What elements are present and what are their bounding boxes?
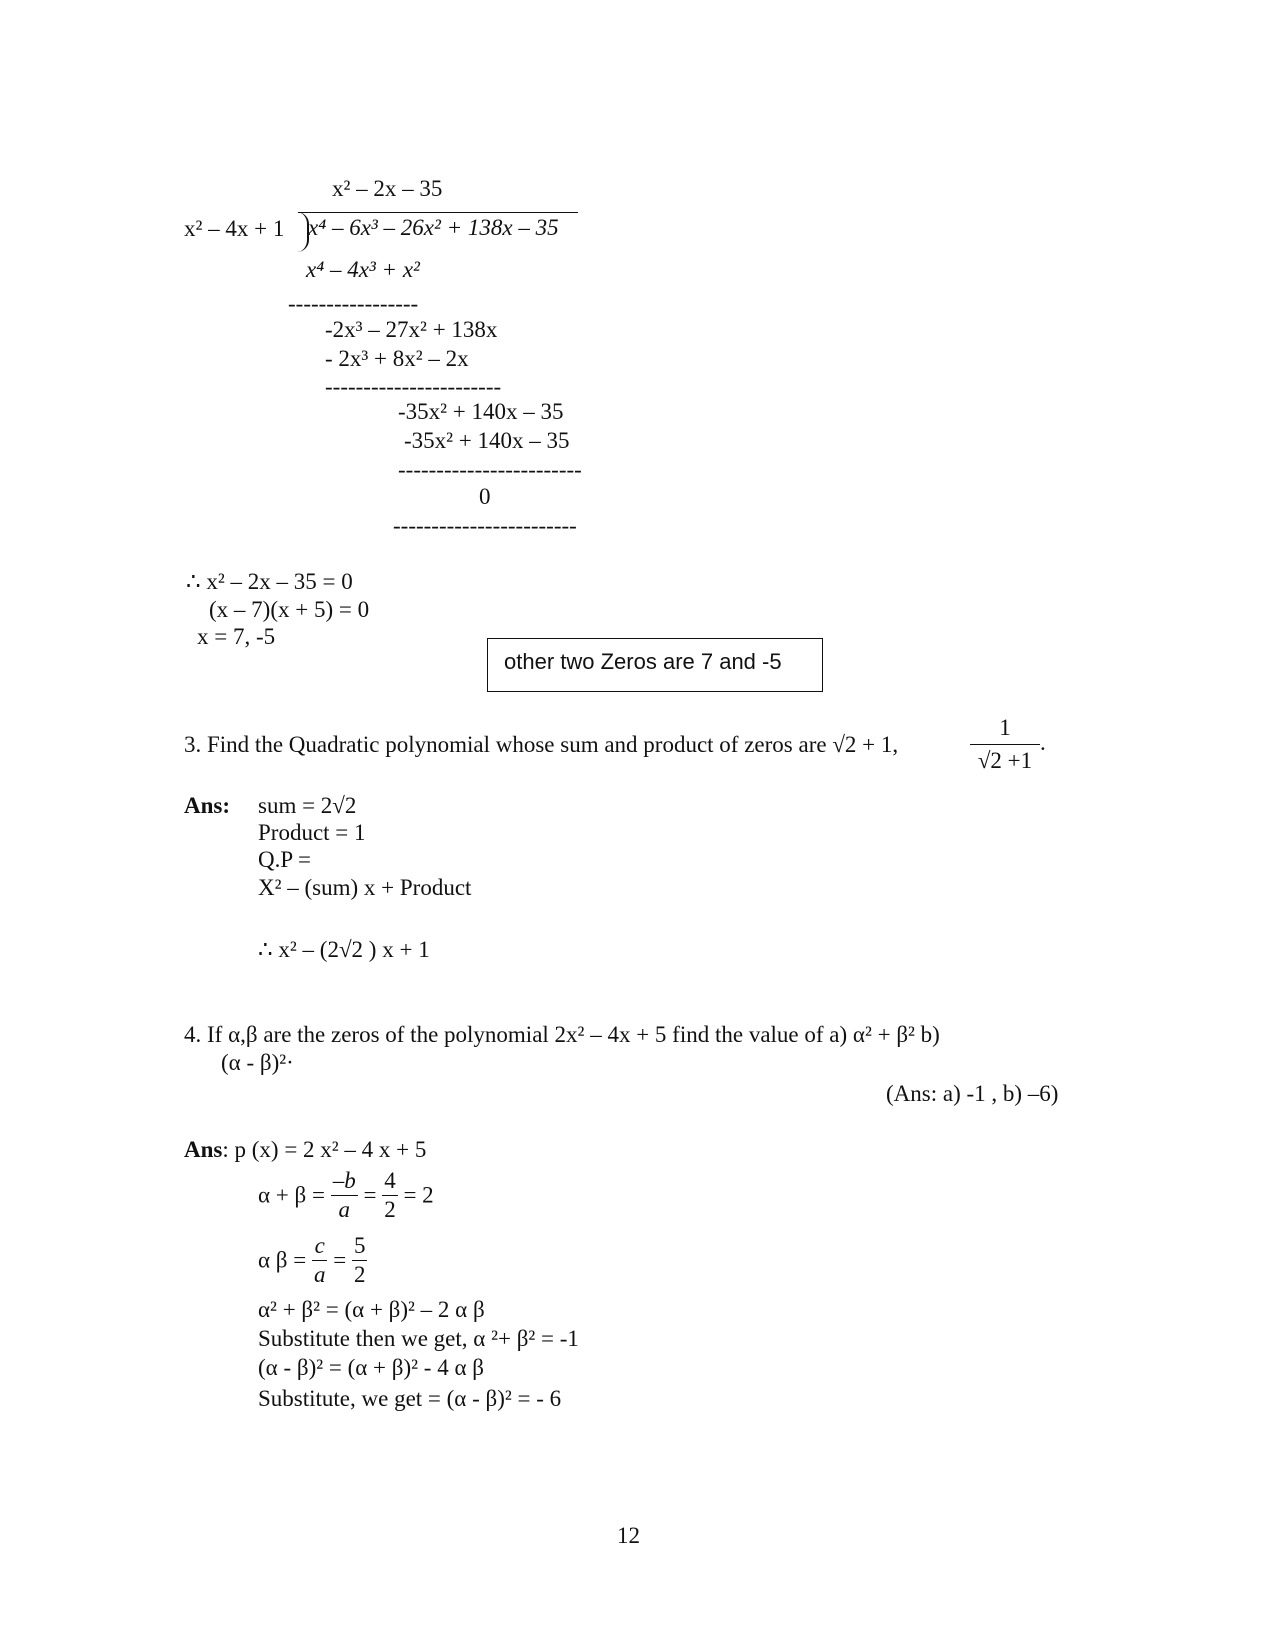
page-number: 12 — [617, 1523, 640, 1548]
division-quotient: x² – 2x – 35 — [332, 176, 443, 201]
q4-prod-frac2 — [352, 1232, 368, 1288]
q4-sum-rhs: = 2 — [403, 1182, 434, 1208]
q4-prod-line: α β = $\frac{c}{a}$ = $\frac{5}{2}$ — [258, 1233, 366, 1287]
q4-text1: 4. If α,β are the zeros of the polynomial 2x² – 4x + 5 find the value of a) α² + β² b) — [184, 1022, 940, 1047]
q4-prod-frac1-num: c — [312, 1232, 328, 1261]
q4-sum-lhs: α + β = — [258, 1182, 325, 1208]
q4-sum-frac1-num: –b — [331, 1167, 358, 1196]
division-dividend: x⁴ – 6x³ – 26x² + 138x – 35 — [308, 215, 559, 240]
q4-prod-lhs: α β = — [258, 1247, 307, 1273]
q4-sub2: Substitute, we get = (α - β)² = - 6 — [258, 1386, 562, 1411]
division-rule2: ----------------------- — [325, 374, 502, 399]
q3-formula: X² – (sum) x + Product — [258, 875, 472, 900]
q3-sum: sum = 2√2 — [258, 793, 357, 818]
division-rem3: 0 — [479, 484, 491, 509]
q4-line-sq: α² + β² = (α + β)² – 2 α β — [258, 1297, 485, 1322]
q4-prod-frac2-num: 5 — [352, 1232, 368, 1261]
q3-product: Product = 1 — [258, 820, 366, 845]
q4-prod-frac1 — [312, 1232, 328, 1288]
division-sub3: -35x² + 140x – 35 — [404, 428, 570, 453]
q3-qp: Q.P = — [258, 847, 312, 872]
division-rule3: ------------------------ — [398, 457, 582, 482]
division-rule1: ----------------- — [288, 291, 419, 316]
q4-sum-frac1 — [331, 1167, 358, 1223]
q3-fraction-denominator: √2 +1 — [977, 747, 1033, 773]
q3-result: ∴ x² – (2√2 ) x + 1 — [258, 937, 430, 962]
q4-sub1: Substitute then we get, α ²+ β² = -1 — [258, 1326, 579, 1351]
q3-fraction — [970, 714, 1040, 774]
q4-text2: (α - β)²· — [221, 1050, 294, 1075]
solve-line3: x = 7, -5 — [197, 624, 276, 649]
q4-line-diff: (α - β)² = (α + β)² - 4 α β — [258, 1355, 484, 1380]
division-sub1: x⁴ – 4x³ + x² — [306, 257, 420, 282]
q4-px-line — [184, 1136, 426, 1164]
q3-ans-label: Ans: — [184, 793, 231, 818]
q4-sum-frac2-num: 4 — [382, 1167, 398, 1196]
q4-sum-frac2 — [382, 1167, 398, 1223]
q4-answer-note: (Ans: a) -1 , b) –6) — [886, 1081, 1059, 1106]
q4-prod-frac1-den: a — [313, 1261, 326, 1287]
q4-prod-frac2-den: 2 — [353, 1261, 366, 1287]
q3-end: . — [1040, 730, 1046, 755]
q4-sum-line: α + β = $\frac{-b}{a}$ = $\frac{4}{2}$ = 2 — [258, 1168, 434, 1222]
q4-sum-frac2-den: 2 — [384, 1196, 396, 1222]
solve-line2: (x – 7)(x + 5) = 0 — [209, 597, 370, 622]
q4-sum-frac1-den: a — [338, 1196, 350, 1222]
division-rem1: -2x³ – 27x² + 138x — [325, 317, 498, 342]
division-rule4: ------------------------ — [393, 513, 577, 538]
solve-line1: ∴ x² – 2x – 35 = 0 — [186, 569, 353, 594]
division-divisor: x² – 4x + 1 — [184, 216, 285, 241]
q4-ans-label: Ans — [184, 1137, 223, 1162]
q3-text: 3. Find the Quadratic polynomial whose sum and product of zeros are √2 + 1, — [184, 732, 899, 757]
division-sub2: - 2x³ + 8x² – 2x — [325, 346, 469, 371]
zeros-answer-box: other two Zeros are 7 and -5 — [487, 638, 823, 692]
division-rem2: -35x² + 140x – 35 — [398, 399, 564, 424]
q3-fraction-numerator: 1 — [970, 714, 1040, 745]
q4-px: : p (x) = 2 x² – 4 x + 5 — [222, 1137, 427, 1162]
